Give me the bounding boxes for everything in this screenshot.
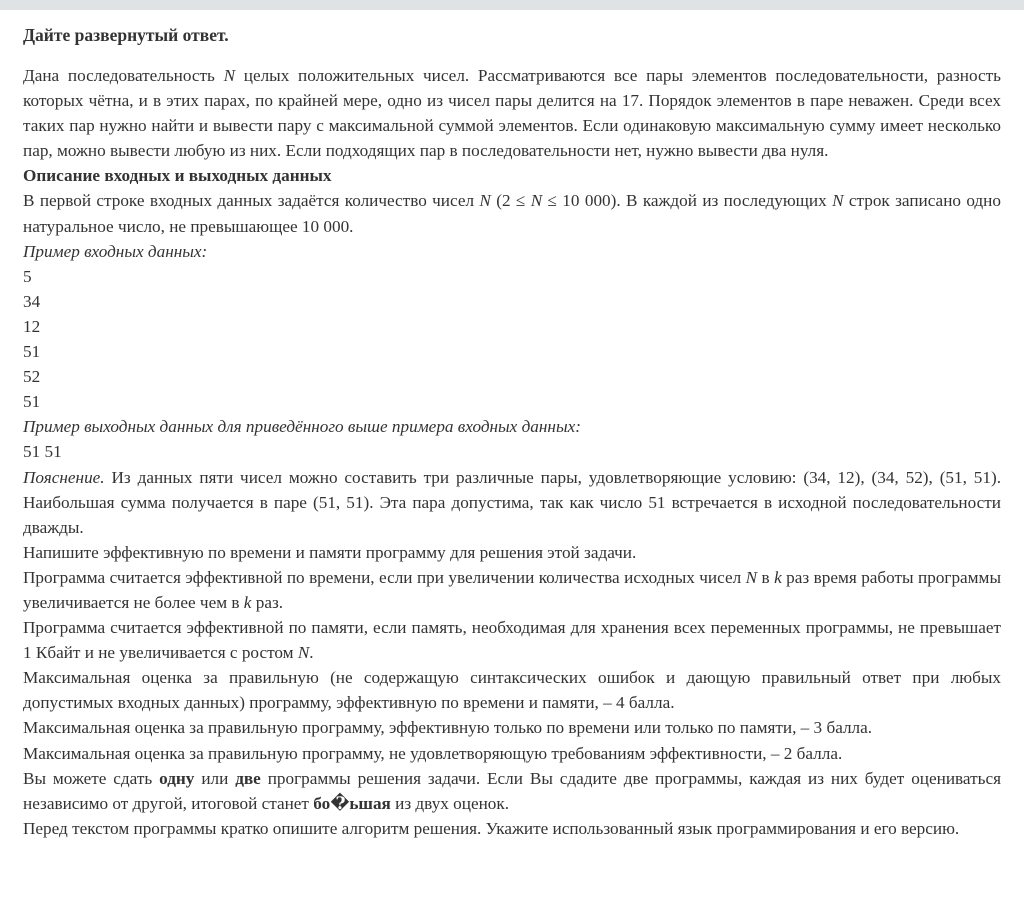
text-run: из двух оценок. bbox=[390, 793, 510, 813]
text-run: В первой строке входных данных задаётся количество чисел bbox=[23, 191, 480, 211]
emphasis-run: две bbox=[235, 768, 261, 788]
top-bar bbox=[0, 0, 1024, 10]
time-efficiency-note bbox=[23, 565, 1001, 615]
task-requirement bbox=[23, 540, 1001, 565]
emphasis-run: N bbox=[745, 567, 758, 587]
emphasis-run: одну bbox=[159, 768, 195, 788]
text-run: 51 51 bbox=[23, 442, 62, 462]
sample-input-line bbox=[23, 389, 1001, 414]
text-run: Перед текстом программы кратко опишите алгоритм решения. Укажите использованный язык программирования и его версию. bbox=[23, 818, 960, 838]
sample-input-line bbox=[23, 264, 1001, 289]
text-run: Из данных пяти чисел можно составить три различные пары, удовлетворяющие условию: (34, 12), (34, 52), (51, 51). Наибольшая сумма получается в паре (51, 51). Эта пара допустима, так как число 51 встречается в исходной последовательности дважды. bbox=[23, 467, 1001, 537]
submission-note bbox=[23, 766, 1001, 816]
text-run: Программа считается эффективной по памяти, если память, необходимая для хранения всех переменных программы, не превышает 1 Кбайт и не увеличивается с ростом bbox=[23, 618, 1001, 663]
text-run: ≤ 10 000). В каждой из последующих bbox=[542, 191, 833, 211]
text-run: 12 bbox=[23, 316, 41, 336]
text-run: Напишите эффективную по времени и памяти программу для решения этой задачи. bbox=[23, 542, 637, 562]
memory-efficiency-note bbox=[23, 615, 1001, 665]
score-2-note bbox=[23, 741, 1001, 766]
text-run: Программа считается эффективной по времени, если при увеличении количества исходных чисел bbox=[23, 567, 746, 587]
emphasis-run: N bbox=[832, 191, 844, 211]
emphasis-run: Пояснение. bbox=[23, 467, 105, 487]
text-run: 51 bbox=[23, 342, 41, 362]
text-run: (2 ≤ bbox=[490, 191, 531, 211]
text-run: раз время работы программы увеличивается не более чем в bbox=[23, 567, 1001, 612]
emphasis-run: N bbox=[530, 191, 543, 211]
text-run: 34 bbox=[23, 291, 41, 311]
text-run: Максимальная оценка за правильную (не содержащую синтаксических ошибок и дающую правильный ответ при любых допустимых входных данных) программу, эффективную по времени и памяти, – 4 балла. bbox=[23, 668, 1001, 713]
sample-input-line bbox=[23, 289, 1001, 314]
text-run: 5 bbox=[23, 266, 32, 286]
emphasis-run: N bbox=[479, 191, 491, 211]
sample-input-line bbox=[23, 364, 1001, 389]
sample-input-line bbox=[23, 314, 1001, 339]
text-run: программы решения задачи. Если Вы сдадите две программы, каждая из них будет оцениваться независимо от другой, итоговой станет bbox=[23, 768, 1001, 813]
text-run: 51 bbox=[23, 392, 41, 412]
score-4-note bbox=[23, 665, 1001, 715]
emphasis-run: бо�ьшая bbox=[313, 793, 391, 813]
explanation bbox=[23, 465, 1001, 540]
text-run: Максимальная оценка за правильную программу, не удовлетворяющую требованиям эффективности, – 2 балла. bbox=[23, 743, 843, 763]
io-description bbox=[23, 188, 1001, 238]
document bbox=[0, 10, 1024, 841]
text-run: . bbox=[309, 643, 314, 663]
sample-input-line bbox=[23, 339, 1001, 364]
emphasis-run: Пример входных данных: bbox=[23, 241, 208, 261]
text-run: Вы можете сдать bbox=[23, 768, 160, 788]
text-run: Дана последовательность bbox=[23, 66, 224, 85]
io-description-heading bbox=[23, 163, 1001, 188]
emphasis-run: k bbox=[243, 592, 252, 612]
sample-output-label bbox=[23, 414, 1001, 439]
sample-output-line bbox=[23, 439, 1001, 464]
text-run: целых положительных чисел. Рассматриваются все пары элементов последовательности, разность которых чётна, и в этих парах, по крайней мере, одно из чисел пары делится на 17. Порядок элементов в паре неважен. Среди всех таких пар нужно найти и вывести пару с максимальной суммой элементов. Если одинаковую максимальную сумму имеет несколько пар, можно вывести любую из них. Если подходящих пар в последовательности нет, нужно вывести два нуля. bbox=[23, 66, 1001, 161]
language-note bbox=[23, 816, 1001, 841]
text-run: строк записано одно натуральное число, не превышающее 10 000. bbox=[23, 191, 1001, 236]
document-body bbox=[23, 63, 1001, 841]
page-title: Дайте развернутый ответ. bbox=[23, 25, 229, 45]
text-run: в bbox=[757, 567, 775, 587]
text-run: 52 bbox=[23, 367, 41, 387]
sample-input-label bbox=[23, 239, 1001, 264]
emphasis-run: N bbox=[297, 643, 310, 663]
text-run: Максимальная оценка за правильную программу, эффективную только по времени или только по памяти, – 3 балла. bbox=[23, 718, 873, 738]
score-3-note bbox=[23, 715, 1001, 740]
text-run: или bbox=[194, 768, 236, 788]
text-run: раз. bbox=[251, 592, 284, 612]
emphasis-run: N bbox=[223, 66, 236, 85]
emphasis-run: k bbox=[774, 567, 782, 587]
task-statement bbox=[23, 63, 1001, 163]
emphasis-run: Пример выходных данных для приведённого выше примера входных данных: bbox=[23, 417, 581, 437]
emphasis-run: Описание входных и выходных данных bbox=[23, 166, 332, 186]
